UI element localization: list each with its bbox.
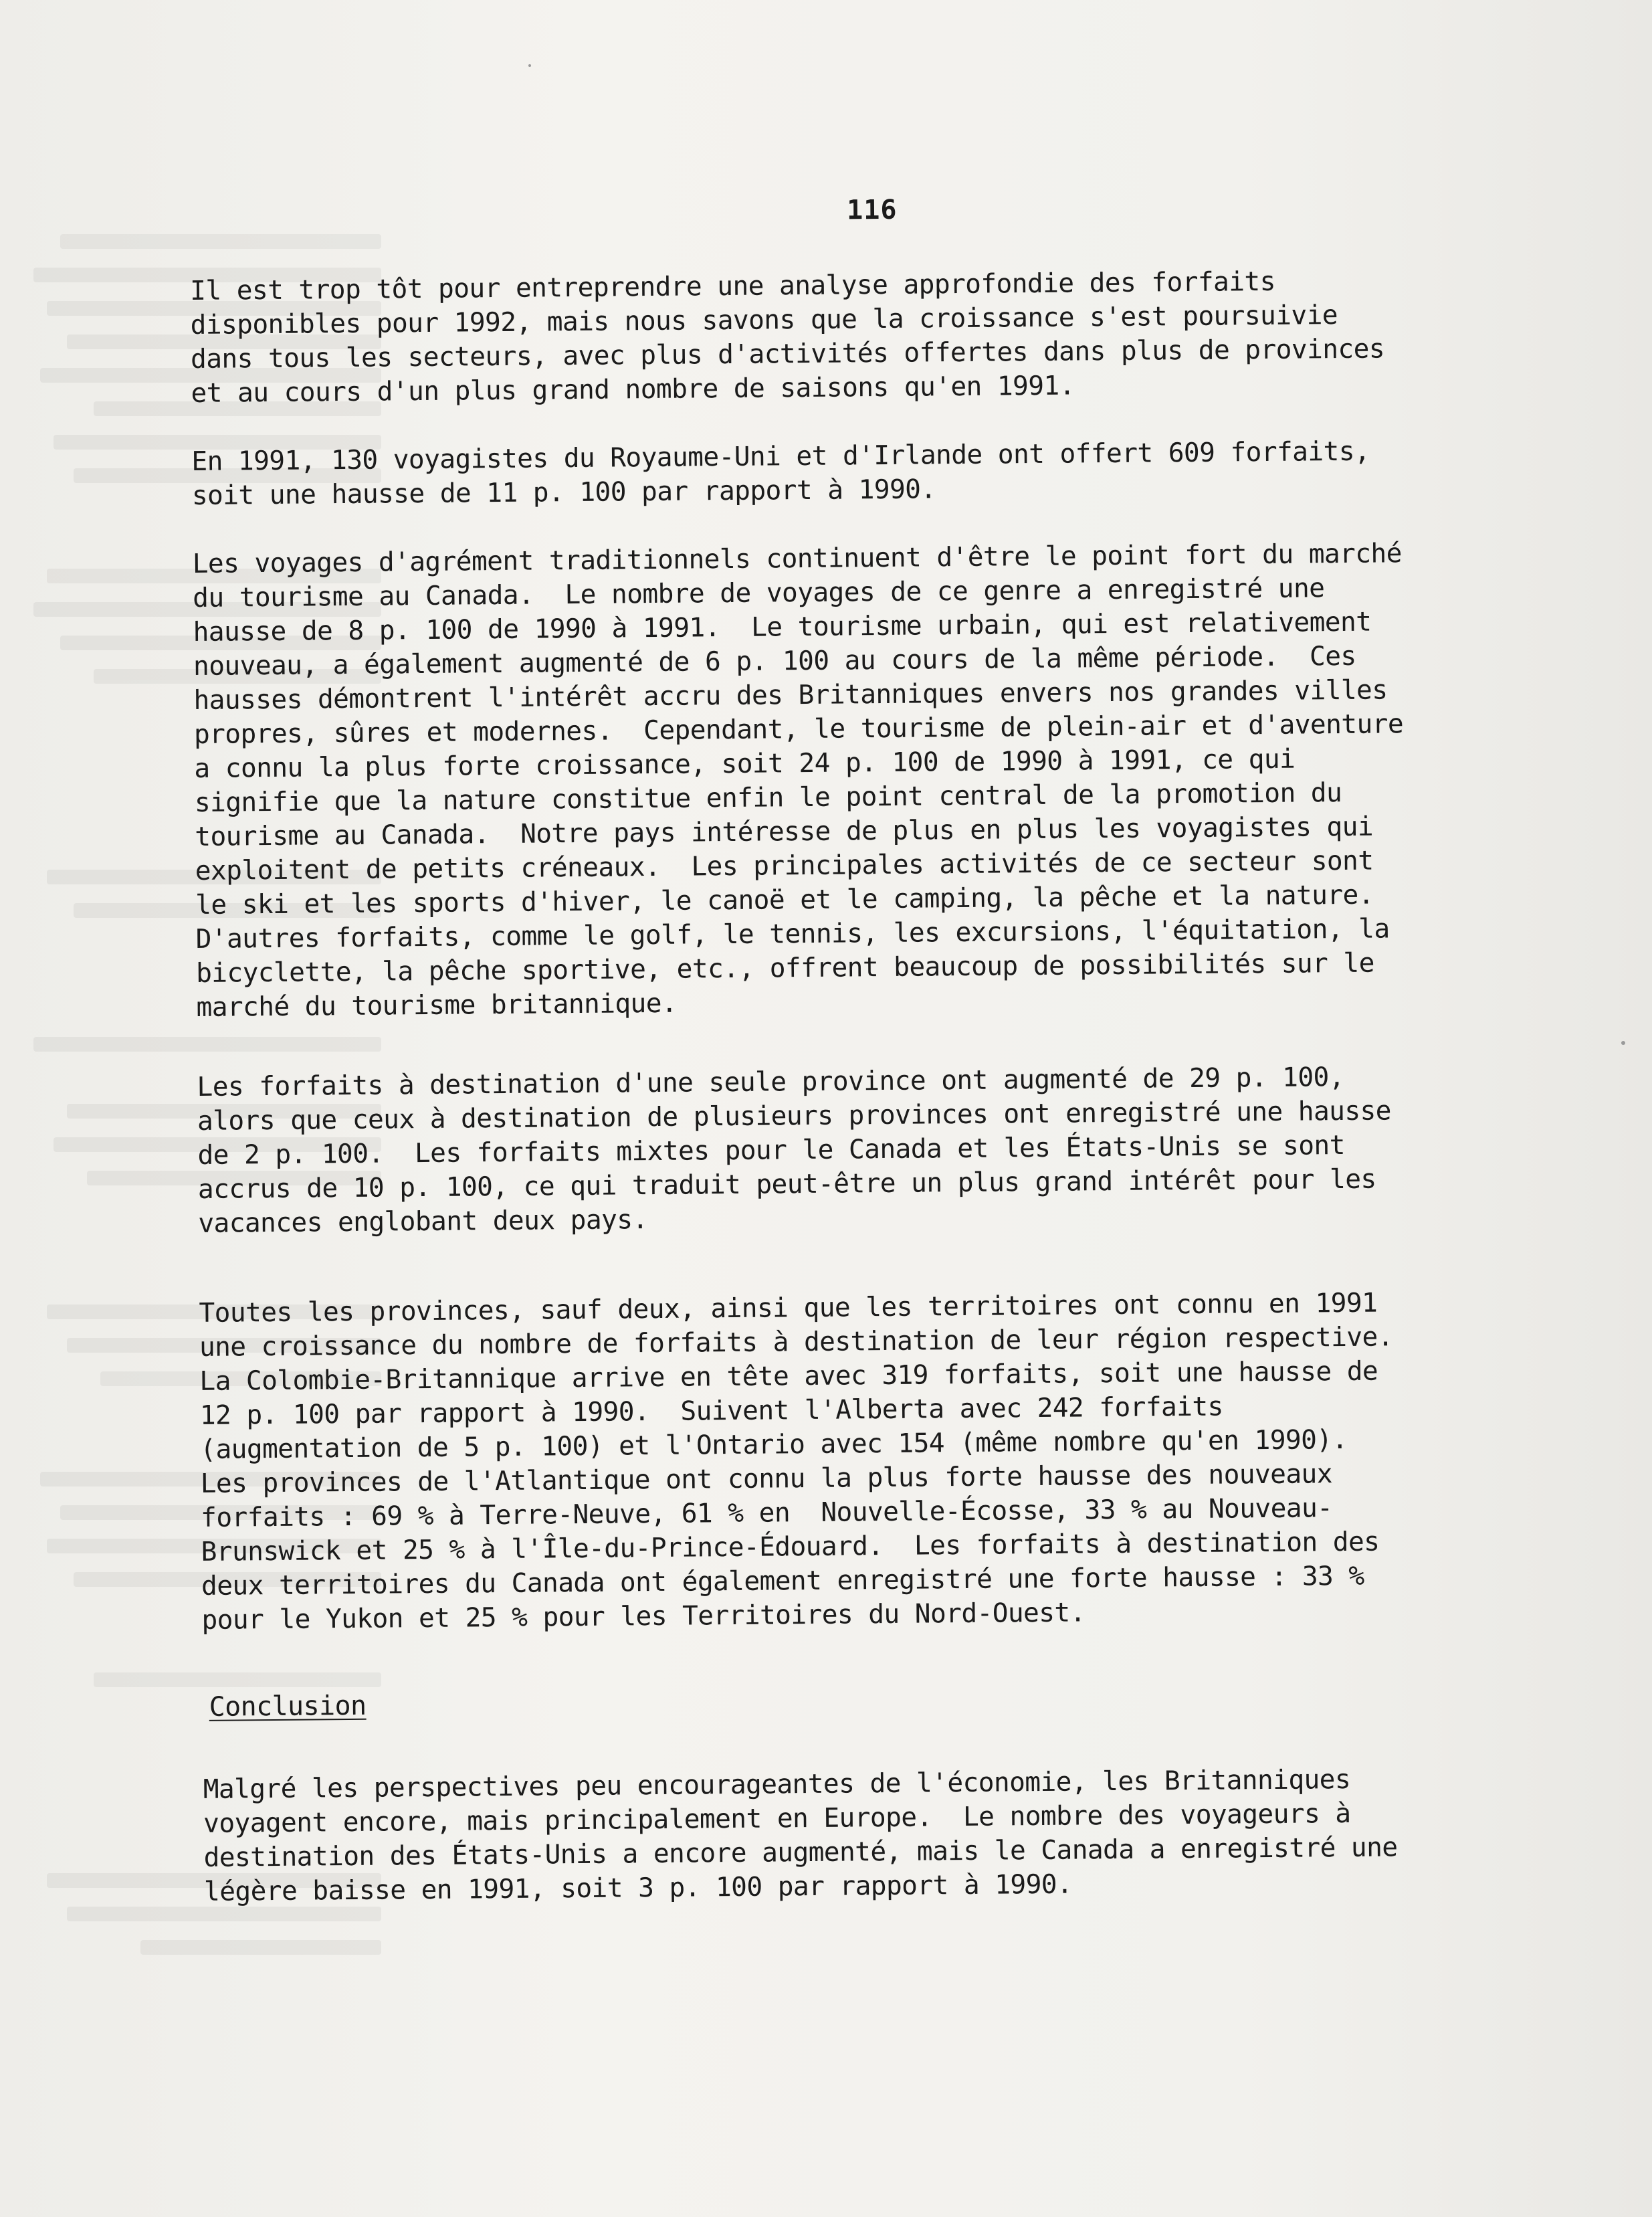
text-line: signifie que la nature constitue enfin le point central de la promotion du	[194, 777, 1342, 818]
document-body	[189, 189, 1554, 1907]
section-heading-conclusion: Conclusion	[209, 1690, 367, 1723]
text-line: bicyclette, la pêche sportive, etc., offrent beaucoup de possibilités sur le	[195, 947, 1374, 989]
text-line: propres, sûres et modernes. Cependant, le tourisme de plein-air et d'aventure	[193, 708, 1404, 750]
text-line: Il est trop tôt pour entreprendre une analyse approfondie des forfaits	[189, 266, 1275, 306]
text-line: destination des États-Unis a encore augmenté, mais le Canada a enregistré une	[203, 1832, 1398, 1873]
paper-speck	[528, 64, 531, 67]
text-line: voyagent encore, mais principalement en Europe. Le nombre des voyageurs à	[203, 1798, 1351, 1839]
paragraph-forfaits-province	[197, 1058, 1562, 1241]
paragraph-conclusion	[203, 1761, 1569, 1909]
text-line: et au cours d'un plus grand nombre de saisons qu'en 1991.	[191, 370, 1075, 409]
text-line: tourisme au Canada. Notre pays intéresse de plus en plus les voyagistes qui	[195, 811, 1374, 852]
page-number: 116	[846, 194, 898, 226]
text-line: vacances englobant deux pays.	[198, 1204, 648, 1239]
text-line: de 2 p. 100. Les forfaits mixtes pour le Canada et les États-Unis se sont	[197, 1129, 1345, 1171]
paper-speck	[1621, 1041, 1625, 1045]
text-line: nouveau, a également augmenté de 6 p. 100 au cours de la même période. Ces	[193, 640, 1356, 682]
text-line: D'autres forfaits, comme le golf, le tennis, les excursions, l'équitation, la	[195, 913, 1390, 955]
text-line: deux territoires du Canada ont également enregistré une forte hausse : 33 %	[201, 1560, 1364, 1602]
text-line: le ski et les sports d'hiver, le canoë et le camping, la pêche et la nature.	[195, 879, 1374, 921]
text-line: soit une hausse de 11 p. 100 par rapport à 1990.	[191, 474, 936, 511]
text-line: La Colombie-Britannique arrive en tête avec 319 forfaits, soit une hausse de	[199, 1355, 1378, 1397]
text-line: Malgré les perspectives peu encourageantes de l'économie, les Britanniques	[203, 1763, 1351, 1805]
text-line: 12 p. 100 par rapport à 1990. Suivent l'Alberta avec 242 forfaits	[199, 1391, 1223, 1431]
text-line: disponibles pour 1992, mais nous savons que la croissance s'est poursuivie	[190, 300, 1338, 341]
text-line: du tourisme au Canada. Le nombre de voyages de ce genre a enregistré une	[192, 573, 1325, 613]
text-line: alors que ceux à destination de plusieurs provinces ont enregistré une hausse	[197, 1095, 1392, 1137]
text-line: dans tous les secteurs, avec plus d'activités offertes dans plus de provinces	[190, 333, 1385, 375]
text-line: Brunswick et 25 % à l'Île-du-Prince-Édouard. Les forfaits à destination des	[201, 1526, 1380, 1567]
text-line: hausses démontrent l'intérêt accru des Britanniques envers nos grandes villes	[193, 674, 1388, 716]
text-line: (augmentation de 5 p. 100) et l'Ontario avec 154 (même nombre qu'en 1990).	[200, 1424, 1348, 1465]
text-line: marché du tourisme britannique.	[196, 987, 678, 1023]
text-line: exploitent de petits créneaux. Les principales activités de ce secteur sont	[195, 845, 1374, 886]
paragraph-forfaits-1992	[190, 262, 1556, 411]
text-line: une croissance du nombre de forfaits à destination de leur région respective.	[199, 1321, 1394, 1363]
text-line: forfaits : 69 % à Terre-Neuve, 61 % en Nouvelle-Écosse, 33 % au Nouveau-	[200, 1492, 1333, 1533]
text-line: Les provinces de l'Atlantique ont connu la plus forte hausse des nouveaux	[200, 1458, 1333, 1499]
text-line: a connu la plus forte croissance, soit 24 p. 100 de 1990 à 1991, ce qui	[194, 743, 1296, 784]
paragraph-provinces-territoires	[199, 1284, 1566, 1638]
text-line: hausse de 8 p. 100 de 1990 à 1991. Le tourisme urbain, qui est relativement	[193, 606, 1372, 648]
text-line: Les voyages d'agrément traditionnels continuent d'être le point fort du marché	[192, 538, 1402, 579]
text-line: légère baisse en 1991, soit 3 p. 100 par rapport à 1990.	[203, 1868, 1073, 1907]
text-line: Toutes les provinces, sauf deux, ainsi que les territoires ont connu en 1991	[199, 1287, 1378, 1329]
text-line: Les forfaits à destination d'une seule province ont augmenté de 29 p. 100,	[197, 1061, 1345, 1102]
paragraph-voyagistes-1991	[191, 433, 1556, 513]
paragraph-voyages-agrement	[193, 535, 1561, 1025]
text-line: En 1991, 130 voyagistes du Royaume-Uni et d'Irlande ont offert 609 forfaits,	[191, 436, 1370, 477]
text-line: pour le Yukon et 25 % pour les Territoires du Nord-Ouest.	[201, 1597, 1086, 1636]
text-line: accrus de 10 p. 100, ce qui traduit peut-être un plus grand intérêt pour les	[197, 1163, 1376, 1205]
